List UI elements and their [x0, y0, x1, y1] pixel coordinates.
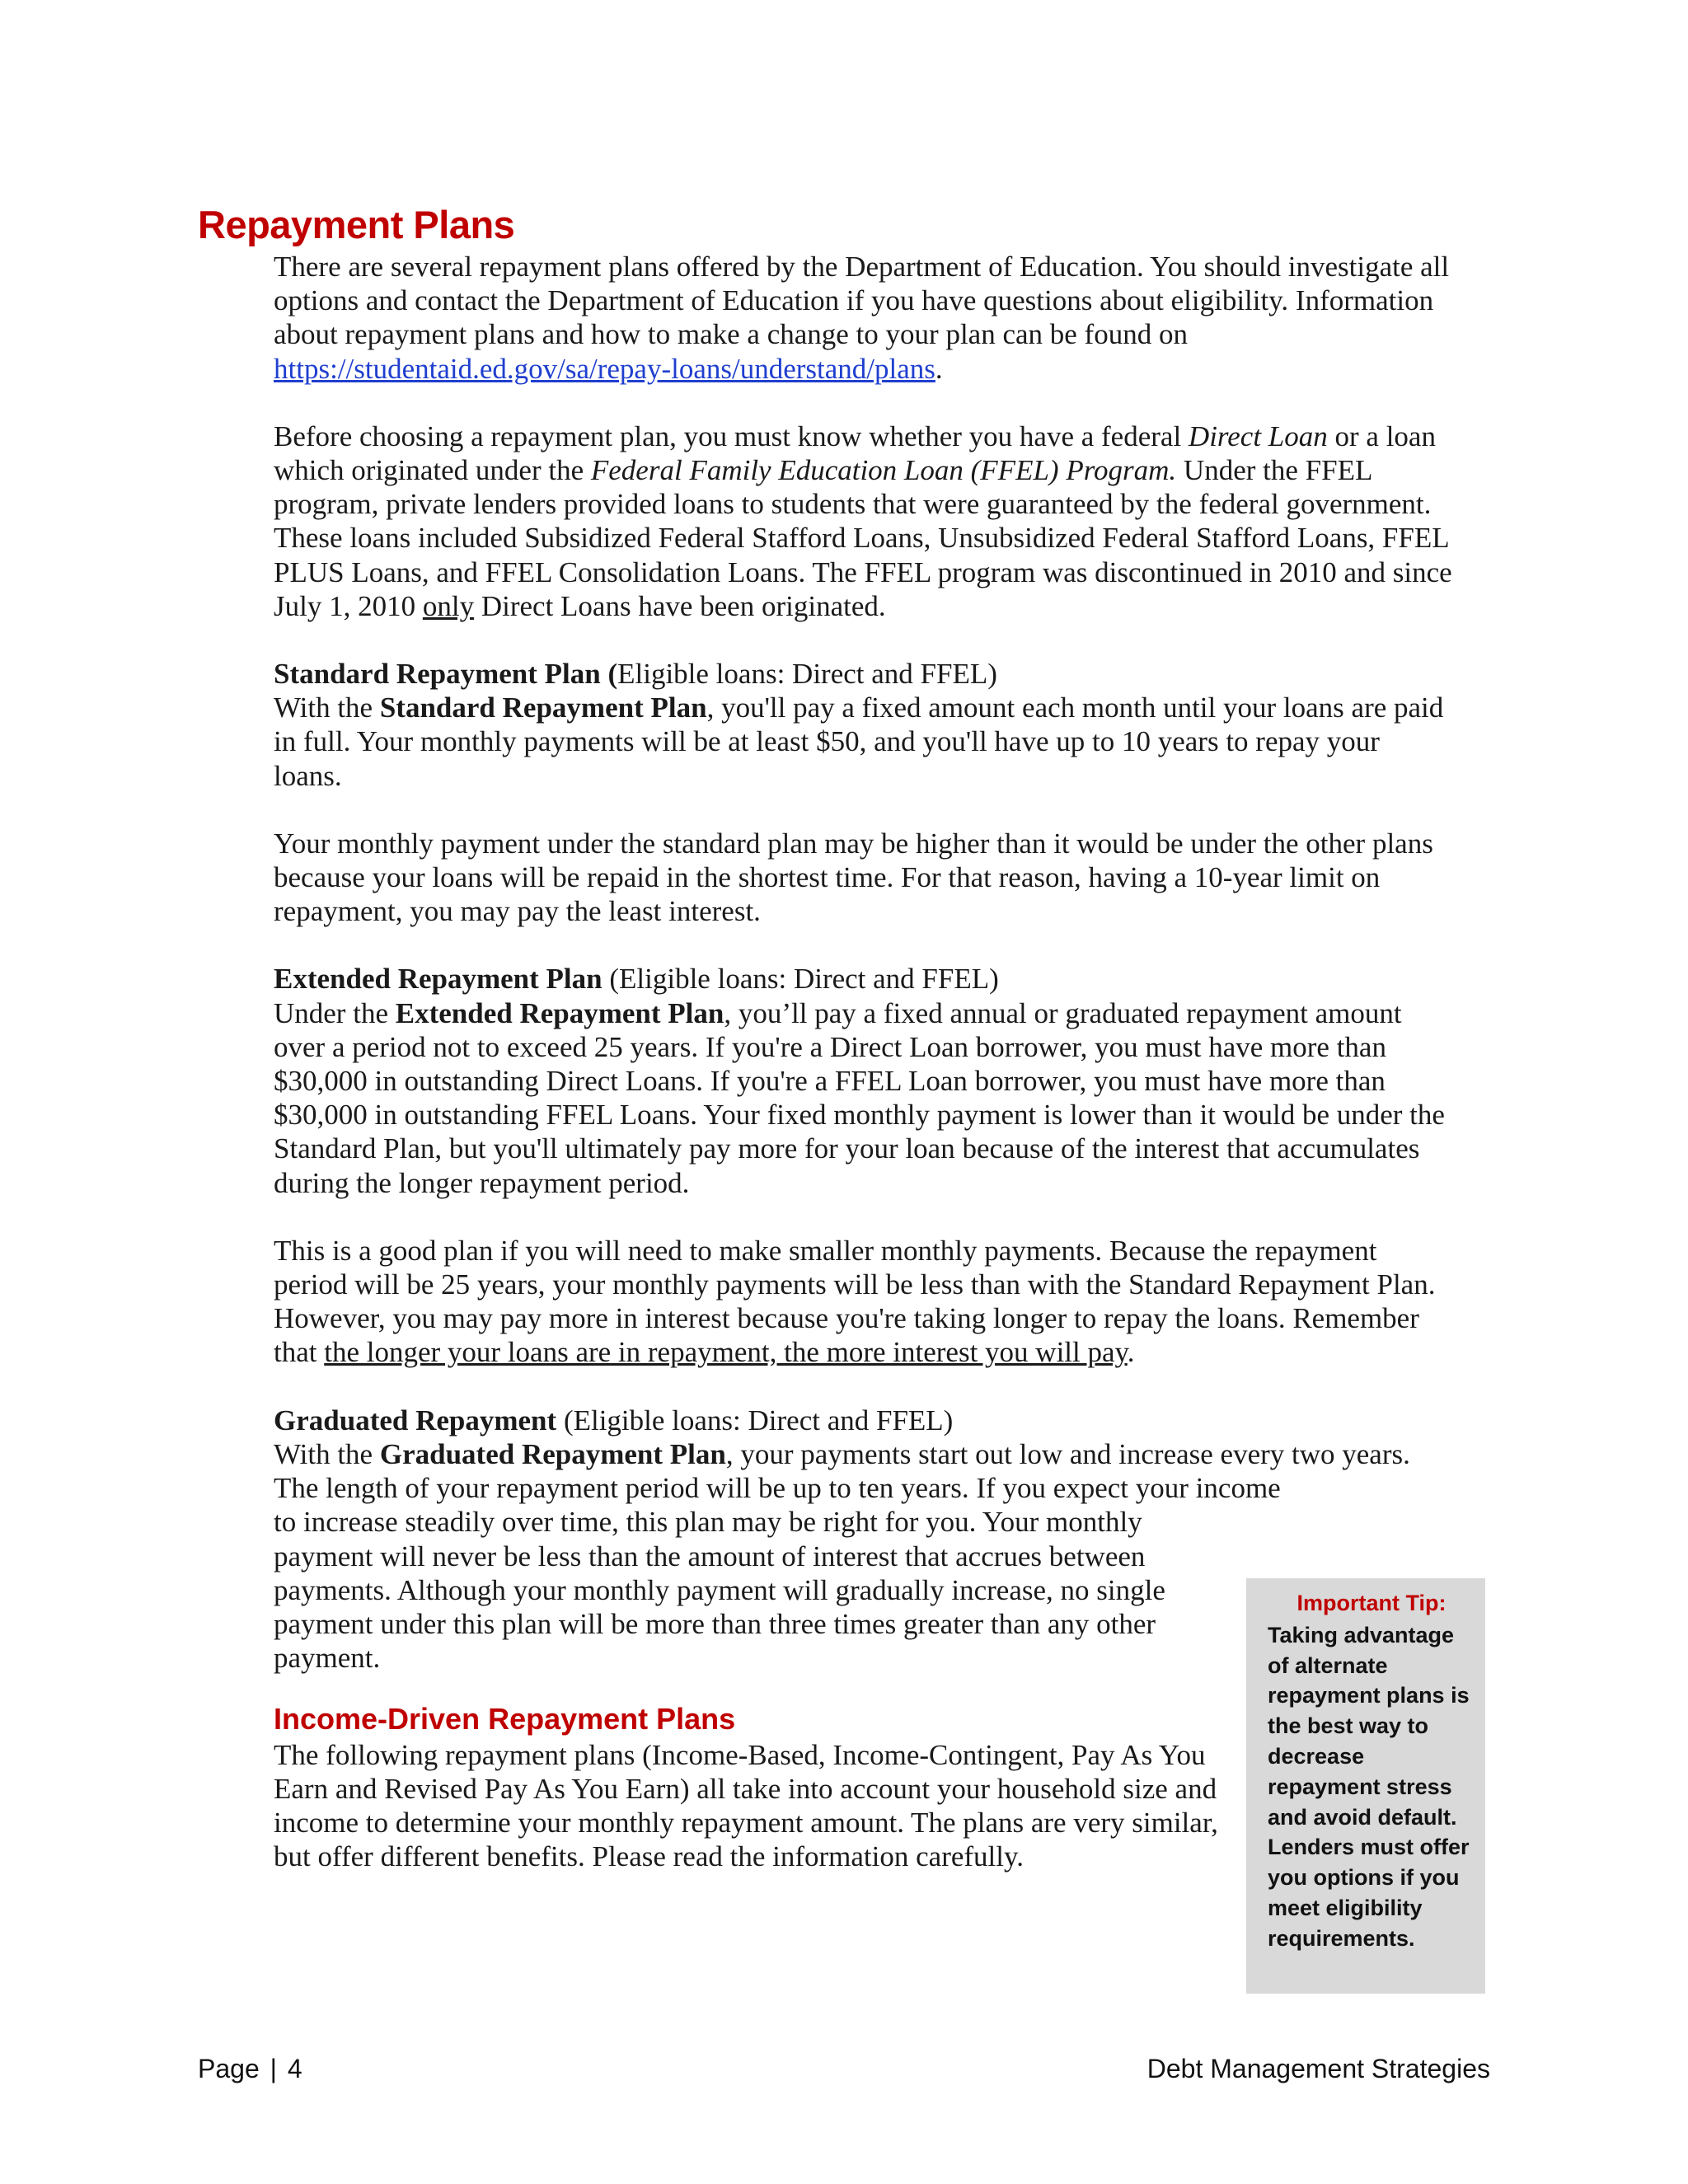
standard-p1-bold: Standard Repayment Plan	[379, 691, 707, 724]
important-tip-box	[1246, 1578, 1485, 1994]
tip-title: Important Tip:	[1296, 1591, 1447, 1615]
only-emphasis: only	[422, 589, 475, 622]
income-driven-paragraph: The following repayment plans (Income-Based, Income-Contingent, Pay As You Earn and Revised Pay As You Earn) all take into account your household size and income to determine your monthly repayment amount. The plans are very similar, but offer different benefits. Please read the information carefully.	[274, 1738, 1218, 1873]
extended-p2-underlined: the longer your loans are in repayment, the more interest you will pay	[324, 1336, 1128, 1369]
graduated-heading-bold: Graduated Repayment	[274, 1404, 557, 1436]
intro-paragraph-1	[274, 250, 1452, 386]
extended-eligible: (Eligible loans: Direct and FFEL)	[602, 963, 999, 996]
standard-eligible: Eligible loans: Direct and FFEL)	[617, 658, 997, 691]
direct-loan-term: Direct Loan	[1188, 419, 1328, 452]
standard-p1-a: With the	[274, 691, 380, 724]
page-number: 4	[287, 2054, 302, 2083]
standard-heading-bold: Standard Repayment Plan (	[274, 658, 618, 691]
page-title: Repayment Plans	[198, 203, 515, 246]
page-number-footer	[198, 2054, 302, 2084]
standard-plan-heading	[274, 657, 1452, 691]
tip-body: Taking advantage of alternate repayment plans is the best way to decrease repayment stress and avoid default. Lenders must offer you options if you meet eligibility requirements.	[1268, 1622, 1470, 1951]
ffel-program-term: Federal Family Education Loan (FFEL) Program.	[590, 454, 1177, 487]
graduated-paragraph-1b: to increase steadily over time, this plan may be right for you. Your monthly payment will never be less than the amount of interest that accrues between payments. Although your monthly payment will gradually increase, no single payment under this plan will be more than three times greater than any other payment.	[274, 1506, 1165, 1675]
graduated-p1-bold: Graduated Repayment Plan	[379, 1437, 726, 1470]
graduated-p1-b: , your payments start out low and increase every two years. The length of your repayment period will be up to ten years. If you expect your income	[274, 1437, 1410, 1505]
extended-heading-bold: Extended Repayment Plan	[274, 963, 603, 996]
graduated-p1-a: With the	[274, 1437, 380, 1470]
repayment-plans-link[interactable]: https://studentaid.ed.gov/sa/repay-loans/understand/plans	[274, 352, 935, 385]
p2-part-a: Before choosing a repayment plan, you must know whether you have a federal	[274, 419, 1189, 452]
intro-paragraph-2	[274, 419, 1452, 623]
standard-paragraph-2: Your monthly payment under the standard plan may be higher than it would be under the other plans because your loans will be repaid in the shortest time. For that reason, having a 10-year limit on repayment, you may pay the least interest.	[274, 827, 1433, 928]
document-title-footer: Debt Management Strategies	[1146, 2054, 1490, 2083]
extended-p1-b: , you’ll pay a fixed annual or graduated repayment amount over a period not to exceed 25 years. If you're a Direct Loan borrower, you must have more than $30,000 in outstanding Direct Loans. If you're a FFEL Loan borrower, you must have more than $30,000 in outstanding FFEL Loans. Your fixed monthly payment is lower than it would be under the Standard Plan, but you'll ultimately pay more for your loan because of the interest that accumulates during the longer repayment period.	[274, 996, 1445, 1199]
extended-paragraph-2	[274, 1234, 1452, 1370]
intro-end: .	[935, 352, 943, 385]
extended-p2-end: .	[1127, 1336, 1135, 1369]
extended-paragraph-1	[274, 996, 1452, 1200]
standard-paragraph-1	[274, 691, 1452, 793]
graduated-paragraph-1a	[274, 1437, 1452, 1505]
extended-p1-a: Under the	[274, 996, 396, 1029]
extended-p1-bold: Extended Repayment Plan	[395, 996, 724, 1029]
extended-plan-heading	[274, 962, 1452, 996]
graduated-eligible: (Eligible loans: Direct and FFEL)	[556, 1404, 954, 1436]
extended-p2-a: This is a good plan if you will need to make smaller monthly payments. Because the repayment period will be 25 years, your monthly payments will be less than with the Standard Repayment Plan. However, you may pay more in interest because you're taking longer to repay the loans. Remember that	[274, 1234, 1436, 1369]
p2-part-b: or a loan which originated under the	[274, 419, 1436, 487]
standard-p1-b: , you'll pay a fixed amount each month until your loans are paid in full. Your monthly payments will be at least $50, and you'll have up to 10 years to repay your loans.	[274, 691, 1444, 792]
intro-text: There are several repayment plans offered by the Department of Education. You should investigate all options and contact the Department of Education if you have questions about eligibility. Information about repayment plans and how to make a change to your plan can be found on	[274, 251, 1450, 351]
p2-part-c: Under the FFEL program, private lenders provided loans to students that were guaranteed by the federal government. These loans included Subsidized Federal Stafford Loans, Unsubsidized Federal Stafford Loans, FFEL PLUS Loans, and FFEL Consolidation Loans. The FFEL program was discontinued in 2010 and since July 1, 2010	[274, 454, 1452, 622]
graduated-plan-heading	[274, 1404, 1452, 1437]
page-label: Page	[198, 2054, 260, 2083]
footer-separator: |	[270, 2054, 277, 2083]
income-driven-heading: Income-Driven Repayment Plans	[274, 1702, 736, 1736]
p2-part-d: Direct Loans have been originated.	[474, 589, 886, 622]
